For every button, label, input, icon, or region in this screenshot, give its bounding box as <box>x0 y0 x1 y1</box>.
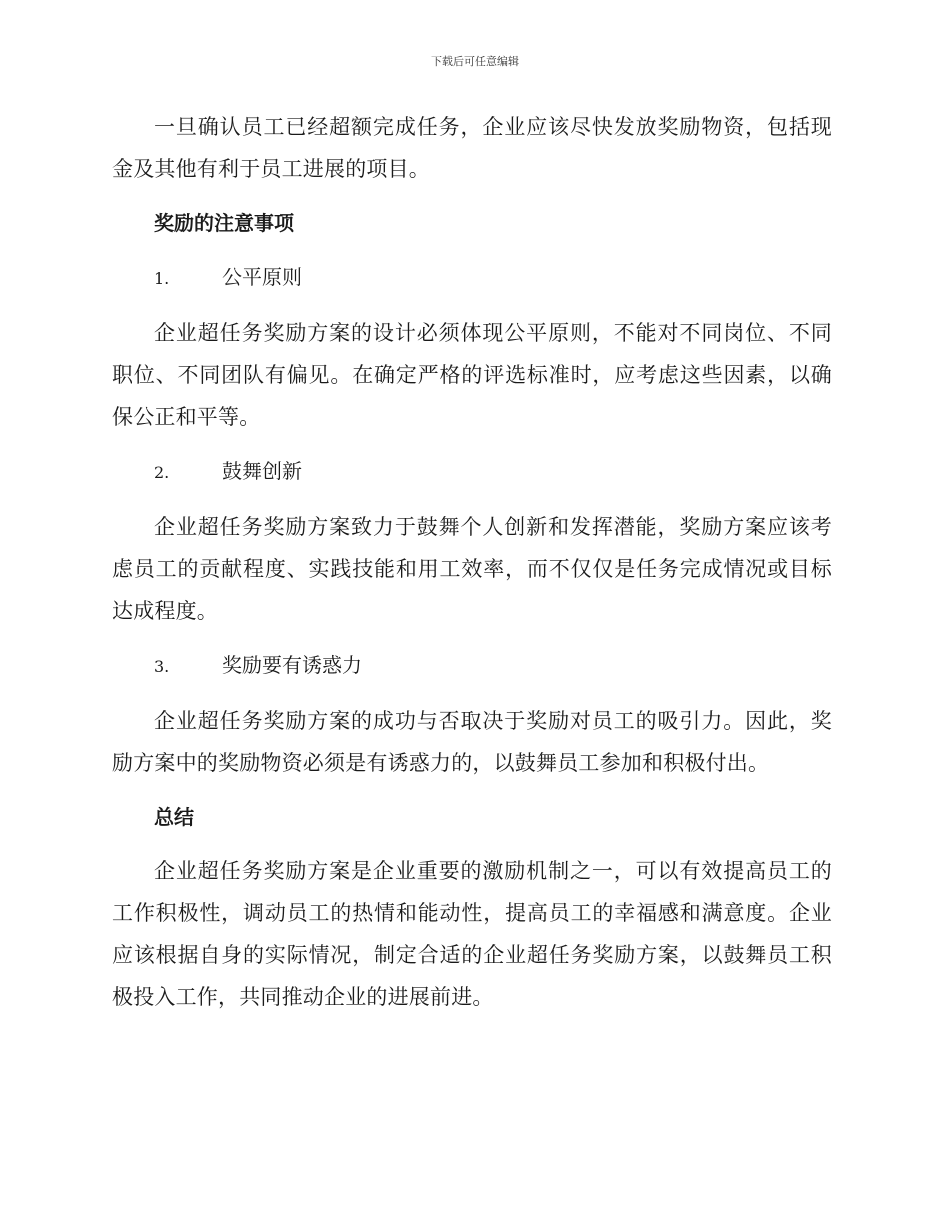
document-body <box>112 106 832 1030</box>
list-number-1: 1. <box>154 269 170 288</box>
list-item-1 <box>154 256 832 300</box>
list-title-1: 公平原则 <box>222 265 302 289</box>
summary-paragraph: 企业超任务奖励方案是企业重要的激励机制之一，可以有效提高员工的工作积极性，调动员工的热情和能动性，提高员工的幸福感和满意度。企业应该根据自身的实际情况，制定合适的企业超任务奖励方案，以鼓舞员工积极投入工作，共同推动企业的进展前进。 <box>112 859 832 1009</box>
page-header: 下载后可任意编辑 <box>431 55 519 68</box>
list-number-3: 3. <box>154 657 170 676</box>
list-item-2 <box>154 450 832 494</box>
summary-heading: 总结 <box>154 805 194 829</box>
item-2-paragraph: 企业超任务奖励方案致力于鼓舞个人创新和发挥潜能，奖励方案应该考虑员工的贡献程度、实践技能和用工效率，而不仅仅是任务完成情况或目标达成程度。 <box>112 515 832 623</box>
list-title-3: 奖励要有诱惑力 <box>222 653 362 677</box>
item-3-paragraph: 企业超任务奖励方案的成功与否取决于奖励对员工的吸引力。因此，奖励方案中的奖励物资必须是有诱惑力的，以鼓舞员工参加和积极付出。 <box>112 709 832 775</box>
list-item-3 <box>154 644 832 688</box>
list-title-2: 鼓舞创新 <box>222 459 302 483</box>
intro-paragraph: 一旦确认员工已经超额完成任务，企业应该尽快发放奖励物资，包括现金及其他有利于员工进展的项目。 <box>112 115 832 181</box>
list-number-2: 2. <box>154 463 170 482</box>
notes-heading: 奖励的注意事项 <box>154 211 294 235</box>
item-1-paragraph: 企业超任务奖励方案的设计必须体现公平原则，不能对不同岗位、不同职位、不同团队有偏见。在确定严格的评选标准时，应考虑这些因素，以确保公正和平等。 <box>112 321 832 429</box>
